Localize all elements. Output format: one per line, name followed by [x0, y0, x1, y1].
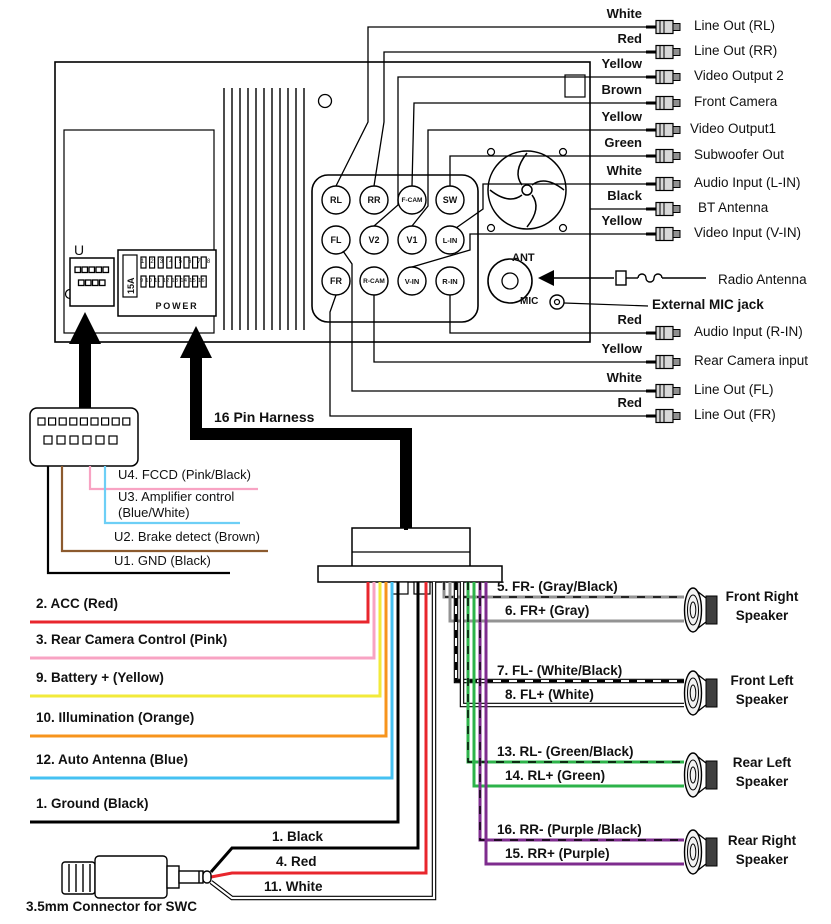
jack-fcam: F-CAM — [401, 197, 423, 204]
rca-icon — [646, 71, 680, 84]
output-label-line-out-fl: Line Out (FL) — [694, 382, 774, 397]
output-label-line-out-rl: Line Out (RL) — [694, 18, 776, 33]
wire-label-battery: 9. Battery + (Yellow) — [36, 670, 164, 685]
wire-color-label: Red — [617, 31, 642, 46]
wire-color-label: White — [606, 6, 642, 21]
rear-left-speaker-icon — [685, 753, 718, 797]
left-harness-wires — [30, 582, 398, 822]
front-left-speaker-icon — [685, 671, 718, 715]
wire-label-rear-camera-control: 3. Rear Camera Control (Pink) — [36, 632, 228, 647]
wire-color-label: White — [606, 163, 642, 178]
wire-label-rl-neg: 13. RL- (Green/Black) — [497, 744, 634, 759]
wire-label-ground: 1. Ground (Black) — [36, 796, 149, 811]
wire-label-rr-neg: 16. RR- (Purple /Black) — [497, 822, 642, 837]
wire-color-label: Yellow — [601, 213, 642, 228]
swc-wires — [211, 582, 434, 898]
wire-label-auto-antenna: 12. Auto Antenna (Blue) — [36, 752, 189, 767]
wire-color-label: Red — [617, 395, 642, 410]
u4-label: U4. FCCD (Pink/Black) — [118, 467, 251, 482]
output-label-line-out-rr: Line Out (RR) — [694, 43, 778, 58]
output-label-radio-antenna: Radio Antenna — [718, 272, 807, 287]
rca-icon — [646, 356, 680, 369]
rca-icon — [646, 150, 680, 163]
jack-sw: SW — [442, 195, 458, 205]
swc-wire-white-label: 11. White — [264, 879, 323, 894]
mic-label: MIC — [520, 296, 539, 307]
wire-label-fl-pos: 8. FL+ (White) — [505, 687, 594, 702]
rca-icon — [646, 327, 680, 340]
harness-cable-vertical — [400, 428, 412, 532]
speaker-name-front-left: Front Left Speaker — [730, 673, 794, 707]
jack-fr: FR — [330, 276, 342, 286]
radio-antenna-plug-icon — [616, 271, 706, 285]
jack-v2: V2 — [368, 235, 380, 245]
wire-color-label: White — [606, 370, 642, 385]
output-label-mic-jack: External MIC jack — [652, 297, 764, 312]
swc-caption: 3.5mm Connector for SWC — [26, 899, 198, 914]
rca-icon — [646, 410, 680, 423]
power-label: POWER — [155, 301, 199, 311]
jack-lin: L-IN — [442, 236, 458, 245]
wire-color-label: Black — [607, 188, 642, 203]
wire-color-label: Yellow — [601, 341, 642, 356]
wire-color-label: Brown — [601, 82, 642, 97]
rca-icon — [646, 21, 680, 34]
output-label-video-in: Video Input (V-IN) — [694, 225, 802, 240]
output-label-audio-in-l: Audio Input (L-IN) — [694, 175, 801, 190]
output-label-bt-antenna: BT Antenna — [698, 200, 769, 215]
output-label-line-out-fr: Line Out (FR) — [694, 407, 776, 422]
wire-label-illumination: 10. Illumination (Orange) — [36, 710, 195, 725]
wire-swc-white — [211, 582, 434, 898]
jack-fl: FL — [330, 235, 342, 245]
output-label-audio-in-r: Audio Input (R-IN) — [694, 324, 803, 339]
speaker-name-rear-right: Rear Right Speaker — [727, 833, 797, 867]
u1-label: U1. GND (Black) — [114, 553, 211, 568]
wire-color-label: Yellow — [601, 109, 642, 124]
wire-gnd-black — [30, 582, 398, 822]
u-connector-label: U — [74, 242, 85, 258]
wire-swc-white-outline — [211, 582, 434, 898]
jack-rcam: R-CAM — [363, 278, 385, 285]
rca-icon — [646, 178, 680, 191]
wire-color-label: Green — [604, 135, 642, 150]
speaker-name-front-right: Front Right Speaker — [725, 589, 799, 623]
pin-numbers-top: 1 2 3 4 5 6 7 8 — [141, 259, 213, 265]
wire-label-fr-neg: 5. FR- (Gray/Black) — [497, 579, 618, 594]
wire-color-label: Red — [617, 312, 642, 327]
jack-v1: V1 — [406, 235, 418, 245]
wire-label-rl-pos: 14. RL+ (Green) — [505, 768, 606, 783]
jack-rin: R-IN — [442, 277, 458, 286]
ant-label: ANT — [512, 252, 535, 264]
swc-plug-icon — [62, 856, 211, 898]
front-right-speaker-icon — [685, 588, 718, 632]
fuse-label: 15A — [126, 277, 136, 294]
jack-rl: RL — [330, 195, 342, 205]
rca-icon — [646, 97, 680, 110]
sixteen-pin-plug — [30, 408, 138, 466]
wire-label-fr-pos: 6. FR+ (Gray) — [505, 603, 590, 618]
harness-label: 16 Pin Harness — [214, 409, 315, 425]
rca-icon — [646, 228, 680, 241]
wire-label-acc: 2. ACC (Red) — [36, 596, 119, 611]
wire-label-rr-pos: 15. RR+ (Purple) — [505, 846, 610, 861]
wire-label-fl-neg: 7. FL- (White/Black) — [497, 663, 623, 678]
u2-label: U2. Brake detect (Brown) — [114, 529, 260, 544]
output-label-rear-camera: Rear Camera input — [694, 353, 809, 368]
jack-rr: RR — [367, 195, 381, 205]
rca-icon — [646, 46, 680, 59]
harness-cable-horizontal — [190, 428, 412, 440]
wire-color-label: Yellow — [601, 56, 642, 71]
u3-label-line1: U3. Amplifier control — [118, 489, 235, 504]
u3-label-line2: (Blue/White) — [118, 505, 190, 520]
pin-numbers-bottom: 9 10 11 12 13 14 15 16 — [140, 278, 205, 284]
output-label-video-out-1: Video Output1 — [690, 121, 777, 136]
output-label-subwoofer: Subwoofer Out — [694, 147, 785, 162]
swc-wire-red-label: 4. Red — [276, 854, 317, 869]
u-connector — [70, 258, 114, 306]
speaker-name-rear-left: Rear Left Speaker — [732, 755, 792, 789]
rca-icon — [646, 124, 680, 137]
output-label-video-out-2: Video Output 2 — [694, 68, 784, 83]
swc-wire-black-label: 1. Black — [272, 829, 324, 844]
jack-vin: V-IN — [404, 277, 420, 286]
rca-icon — [646, 385, 680, 398]
rear-right-speaker-icon — [685, 830, 718, 874]
rca-icon — [646, 203, 680, 216]
output-label-front-camera: Front Camera — [694, 94, 778, 109]
